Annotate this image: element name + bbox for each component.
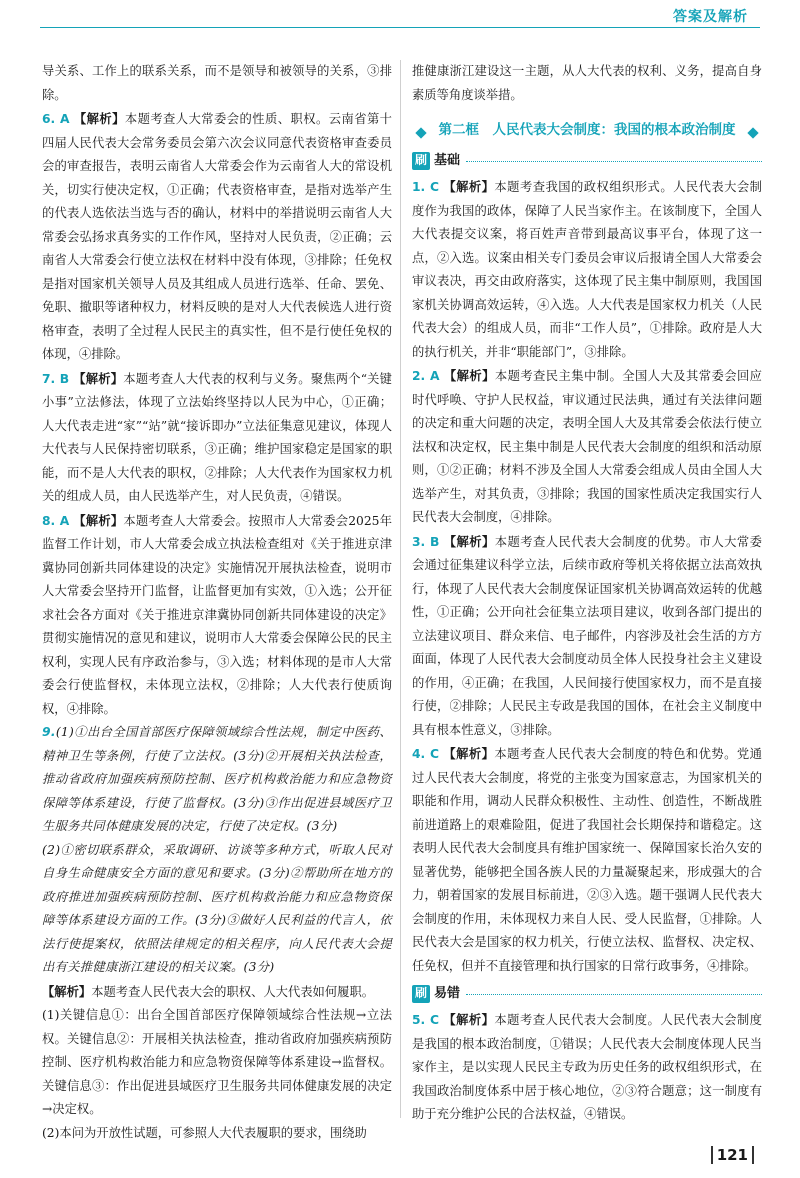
brush-badge-icon: 刷 (412, 985, 430, 1003)
question-number: 4. C (412, 747, 439, 761)
answer-text: 本题考查人民代表大会制度的特色和优势。党通过人民代表大会制度，将党的主张变为国家意志，为国家机关的职能和作用，调动人民群众积极性、主动性、创造性，不断战胜前进道路上的艰难险阻，促进了我国社会长期保持和谐稳定。这表明人民代表大会制度具有维护国家统一、保障国家长治久安的显著优势，能够把全国各族人民的力量凝聚起来，形成强大的合力，朝着国家的发展目标前进，②③入选。题干强调人民代表大会制度的作用，未体现权力来自人民、受人民监督，①排除。人民代表大会是国家的权力机关，行使立法权、监督权、决定权、任免权，但并不直接管理和执行国家的日常行政事务，④排除。 (412, 747, 762, 973)
analysis-tag: 【解析】 (443, 746, 495, 761)
answer-9-part2: (2)①密切联系群众，采取调研、访谈等多种方式，听取人民对自身生命健康安全方面的意见和要求。(3分)②帮助所在地方的政府推进加强疾病预防控制、医疗机构救治能力和应急物资保障等体系建设方面的工作。(3分)③做好人民利益的代言人，依法行使提案权，依照法律规定的相关程序，向人民代表大会提出有关推健康浙江建设的相关议案。(3分) (42, 842, 392, 974)
subhead-label: 易错 (434, 986, 461, 1002)
analysis-tag: 【解析】 (73, 111, 125, 126)
answer-text: 本题考查人大常委会。按照市人大常委会2025年监督工作计划，市人大常委会成立执法检查组对《关于推进京津冀协同创新共同体建设的决定》实施情况开展执法检查，说明市人大常委会坚持开门监督，让监督更加有实效，①入选；公开征求社会各方面对《关于推进京津冀协同创新共同体建设的决定》贯彻实施情况的意见和建议，说明市人大常委会保障公民的民主权利，实现人民有序政治参与，③入选；材料体现的是市人大常委会行使监督权，未体现立法权，②排除；人大代表行使质询权，④排除。 (42, 513, 392, 716)
answer-1 (412, 175, 762, 364)
analysis-tag: 【解析】 (443, 368, 495, 383)
answer-2 (412, 364, 762, 530)
answer-9 (42, 721, 392, 1145)
answer-9-open: (2)本问为开放性试题，可参照人大代表履职的要求，围绕助 (42, 1125, 367, 1140)
dotted-rule (466, 994, 762, 995)
analysis-tag: 【解析】 (42, 983, 92, 999)
section-title: 第二框 人民代表大会制度：我国的根本政治制度 (417, 117, 757, 143)
header-title: 答案及解析 (673, 9, 748, 25)
left-column (42, 60, 392, 1145)
subhead-basics (412, 149, 762, 173)
answer-text: (1)①出台全国首部医疗保障领域综合性法规，制定中医药、精神卫生等条例，行使了立法权。(3分)②开展相关执法检查，推动省政府加强疾病预防控制、医疗机构救治能力和应急物资保障等体系建设，行使了监督权。(3分)③作出促进县域医疗卫生服务共同体健康发展的决定，行使了决定权。(3分) (42, 725, 392, 833)
answer-4 (412, 742, 762, 978)
answer-5 (412, 1008, 762, 1127)
question-number: 3. B (412, 534, 440, 549)
answer-9-part1 (42, 721, 392, 839)
analysis-tag: 【解析】 (73, 512, 124, 528)
question-number: 9. (42, 725, 56, 739)
answer-7 (42, 367, 392, 509)
answer-text: 本题考查人民代表大会的职权、人大代表如何履职。 (91, 984, 375, 999)
question-number: 8. A (42, 513, 70, 528)
carryover-paragraph: 推健康浙江建设这一主题，从人大代表的权利、义务，提高自身素质等角度谈举措。 (412, 64, 762, 102)
answer-text: 本题考查人民代表大会制度的优势。市人大常委会通过征集建议科学立法，后续市政府等机关将依据立法高效执行，体现了人民代表大会制度保证国家机关协调高效运转的优越性，①正确；公开向社会征集立法项目建议，收到各部门提出的立法建议项目、群众来信、电子邮件，内容涉及社会生活的方方面面，体现了人民代表大会制度动员全体人民投身社会主义建设的作用，④正确；在我国，人民间接行使国家权力，而不是直接行使，②排除；人民民主专政是我国的国体，在社会主义制度中具有根本性意义，③排除。 (412, 534, 762, 737)
brush-badge-icon: 刷 (412, 152, 430, 170)
answer-text: 本题考查人民代表大会制度。人民代表大会制度是我国的根本政治制度，①错误；人民代表大会制度体现人民当家作主，是以实现人民民主专政为历史任务的政权组织形式，在我国政治制度体系中居于核心地位，②③符合题意；这一制度有助于充分维护公民的合法权益，④错误。 (412, 1013, 762, 1121)
answer-9-analysis (42, 980, 392, 1005)
right-column (412, 60, 762, 1127)
answer-text: 本题考查我国的政权组织形式。人民代表大会制度作为我国的政体，保障了人民当家作主。在该制度下，全国人大代表提交议案，将百姓声音带到最高议事平台，体现了这一点，②入选。议案由相关专门委员会审议后报请全国人大常委会审议表决，再交由政府落实，这体现了民主集中制原则，我国国家机关协调高效运转，④入选。人大代表是国家权力机关（人民代表大会）的组成人员，而非“工作人员”，①排除。政府是人大的执行机关，并非“职能部门”，③排除。 (412, 180, 762, 359)
question-number: 6. A (42, 112, 70, 126)
answer-6 (42, 107, 392, 367)
answer-8 (42, 509, 392, 722)
column-divider (400, 60, 401, 1118)
question-number: 5. C (412, 1013, 439, 1027)
question-number: 1. C (412, 180, 439, 194)
question-number: 7. B (42, 371, 70, 386)
analysis-tag: 【解析】 (443, 533, 495, 549)
question-number: 2. A (412, 369, 440, 383)
dotted-rule (466, 161, 762, 162)
subhead-label: 基础 (434, 153, 461, 169)
answer-text: 本题考查民主集中制。全国人大及其常委会回应时代呼唤、守护人民权益，审议通过民法典，通过有关法律问题的决定和重大问题的决定，表明全国人大及其常委会依法行使立法权和决定权，民主集中制是人民代表大会制度的组织和活动原则，①②正确；材料不涉及全国人大常委会组成人员由全国人大选举产生，对其负责，③排除；我国的国家性质决定我国实行人民代表大会制度，④排除。 (412, 369, 762, 524)
analysis-tag: 【解析】 (443, 179, 495, 194)
page-number: 121 (711, 1146, 754, 1164)
answer-text: 本题考查人大代表的权利与义务。聚焦两个“关键小事”立法修法，体现了立法始终坚持以人民为中心，①正确；人大代表走进“家”“站”就“接诉即办”立法征集意见建议，体现人大代表与人民保持密切联系，③正确；维护国家稳定是国家的职能，而不是人大代表的职权，②排除；人大代表作为国家权力机关的组成人员，由人民选举产生，对人民负责，④错误。 (42, 371, 392, 503)
carryover-paragraph: 导关系、工作上的联系关系，而不是领导和被领导的关系，③排除。 (42, 64, 392, 102)
answer-9-keyinfo: (1)关键信息①：出台全国首部医疗保障领域综合性法规→立法权。关键信息②：开展相关执法检查，推动省政府加强疾病预防控制、医疗机构救治能力和应急物资保障等体系建设→监督权。关键信息③：作出促进县域医疗卫生服务共同体健康发展的决定→决定权。 (42, 1008, 392, 1116)
analysis-tag: 【解析】 (443, 1012, 495, 1027)
analysis-tag: 【解析】 (73, 370, 124, 386)
subhead-error-prone (412, 982, 762, 1006)
answer-text: 本题考查人大常委会的性质、职权。云南省第十四届人民代表大会常务委员会第六次会议同意代表资格审查委员会的审查报告，表明云南省人大常委会作为云南省人大的常设机关，切实行使决定权，①正确；代表资格审查，是指对选举产生的代表人选依法当选与否的确认，材料中的举措说明云南省人大常委会弘扬求真务实的工作作风，坚持对人民负责，②正确；云南省人大常委会行使立法权在材料中没有体现，③排除；任免权是指对国家机关领导人员及其组成人员进行选举、任命、罢免、免职、撤职等诸种权力，材料反映的是对人大代表候选人进行资格审查，表明了全过程人民民主的真实性，但不是行使任免权的体现，④排除。 (42, 112, 392, 361)
answer-3 (412, 530, 762, 743)
header-rule (40, 27, 760, 28)
